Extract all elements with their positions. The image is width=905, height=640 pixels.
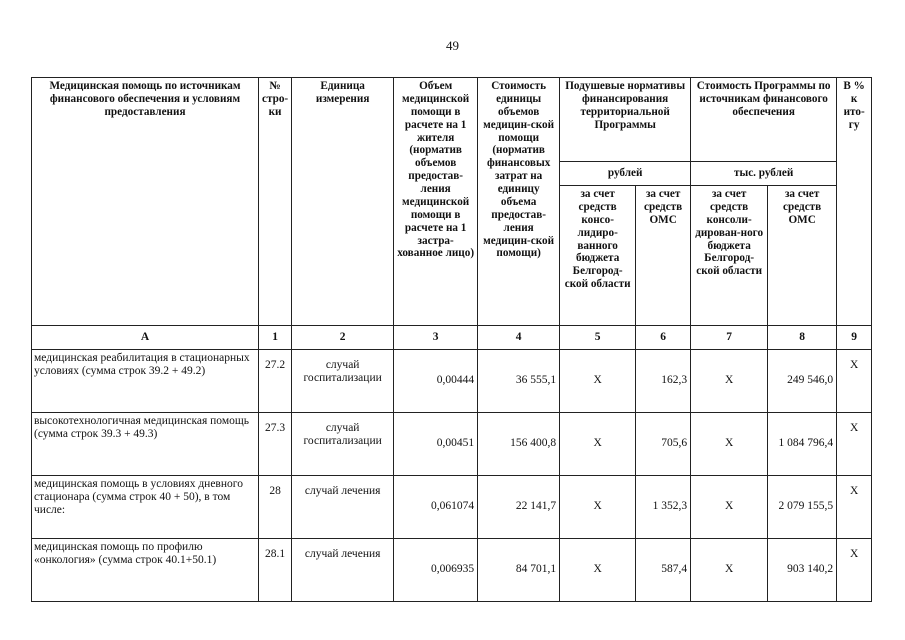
row-percent: Х	[837, 350, 872, 413]
row-per-capita-budget: Х	[560, 539, 636, 602]
row-volume: 0,006935	[394, 539, 478, 602]
header-group-program-cost: Стоимость Программы по источникам финансового обеспечения	[691, 78, 837, 162]
row-percent: Х	[837, 413, 872, 476]
row-name: медицинская реабилитация в стационарных условиях (сумма строк 39.2 + 49.2)	[32, 350, 259, 413]
column-index-row	[32, 326, 872, 350]
row-per-capita-budget: Х	[560, 350, 636, 413]
header-unit-rub: рублей	[560, 162, 691, 186]
index-cell: 7	[691, 326, 768, 350]
row-percent: Х	[837, 476, 872, 539]
financing-table	[31, 77, 872, 602]
index-cell: 6	[636, 326, 691, 350]
row-per-capita-oms: 1 352,3	[636, 476, 691, 539]
table-row	[32, 539, 872, 602]
row-cost-oms: 2 079 155,5	[768, 476, 837, 539]
row-cost-oms: 249 546,0	[768, 350, 837, 413]
header-unit-thousand-rub: тыс. рублей	[691, 162, 837, 186]
header-col-1: № стро-ки	[259, 78, 292, 326]
row-name: медицинская помощь в условиях дневного стационара (сумма строк 40 + 50), в том числе:	[32, 476, 259, 539]
row-unit: случай госпитализации	[292, 413, 394, 476]
row-unit-cost: 84 701,1	[478, 539, 560, 602]
table-row	[32, 413, 872, 476]
header-col-4: Стоимость единицы объемов медицин-ской помощи (норматив финансовых затрат на единицу объема предостав-ления медицин-ской помощи)	[478, 78, 560, 326]
row-cost-oms: 903 140,2	[768, 539, 837, 602]
row-per-capita-oms: 705,6	[636, 413, 691, 476]
header-col-8: за счет средств ОМС	[768, 186, 837, 326]
row-percent: Х	[837, 539, 872, 602]
header-col-a: Медицинская помощь по источникам финансового обеспечения и условиям предоставления	[32, 78, 259, 326]
row-unit: случай госпитализации	[292, 350, 394, 413]
index-cell: 5	[560, 326, 636, 350]
table-row	[32, 350, 872, 413]
row-cost-budget: Х	[691, 539, 768, 602]
row-cost-budget: Х	[691, 350, 768, 413]
row-line: 28.1	[259, 539, 292, 602]
page-number: 49	[446, 38, 459, 53]
row-cost-budget: Х	[691, 413, 768, 476]
row-unit-cost: 156 400,8	[478, 413, 560, 476]
row-unit-cost: 22 141,7	[478, 476, 560, 539]
index-cell: 3	[394, 326, 478, 350]
row-per-capita-budget: Х	[560, 476, 636, 539]
header-col-2: Единица измерения	[292, 78, 394, 326]
row-per-capita-oms: 587,4	[636, 539, 691, 602]
table-row	[32, 476, 872, 539]
index-cell: А	[32, 326, 259, 350]
row-volume: 0,00451	[394, 413, 478, 476]
row-cost-oms: 1 084 796,4	[768, 413, 837, 476]
row-per-capita-oms: 162,3	[636, 350, 691, 413]
row-line: 27.3	[259, 413, 292, 476]
row-line: 27.2	[259, 350, 292, 413]
header-col-3: Объем медицинской помощи в расчете на 1 жителя (норматив объемов предостав-ления медицинской помощи в расчете на 1 застра-хованное лицо)	[394, 78, 478, 326]
row-name: медицинская помощь по профилю «онкология» (сумма строк 40.1+50.1)	[32, 539, 259, 602]
row-volume: 0,061074	[394, 476, 478, 539]
header-col-9: В % к ито-гу	[837, 78, 872, 326]
index-cell: 9	[837, 326, 872, 350]
header-col-5: за счет средств консо-лидиро-ванного бюджета Белгород-ской области	[560, 186, 636, 326]
row-cost-budget: Х	[691, 476, 768, 539]
row-line: 28	[259, 476, 292, 539]
row-unit-cost: 36 555,1	[478, 350, 560, 413]
header-col-7: за счет средств консоли-дирован-ного бюджета Белгород-ской области	[691, 186, 768, 326]
row-unit: случай лечения	[292, 476, 394, 539]
row-volume: 0,00444	[394, 350, 478, 413]
row-name: высокотехнологичная медицинская помощь (сумма строк 39.3 + 49.3)	[32, 413, 259, 476]
index-cell: 8	[768, 326, 837, 350]
header-col-6: за счет средств ОМС	[636, 186, 691, 326]
row-per-capita-budget: Х	[560, 413, 636, 476]
index-cell: 1	[259, 326, 292, 350]
index-cell: 2	[292, 326, 394, 350]
index-cell: 4	[478, 326, 560, 350]
header-group-per-capita: Подушевые нормативы финансирования территориальной Программы	[560, 78, 691, 162]
row-unit: случай лечения	[292, 539, 394, 602]
